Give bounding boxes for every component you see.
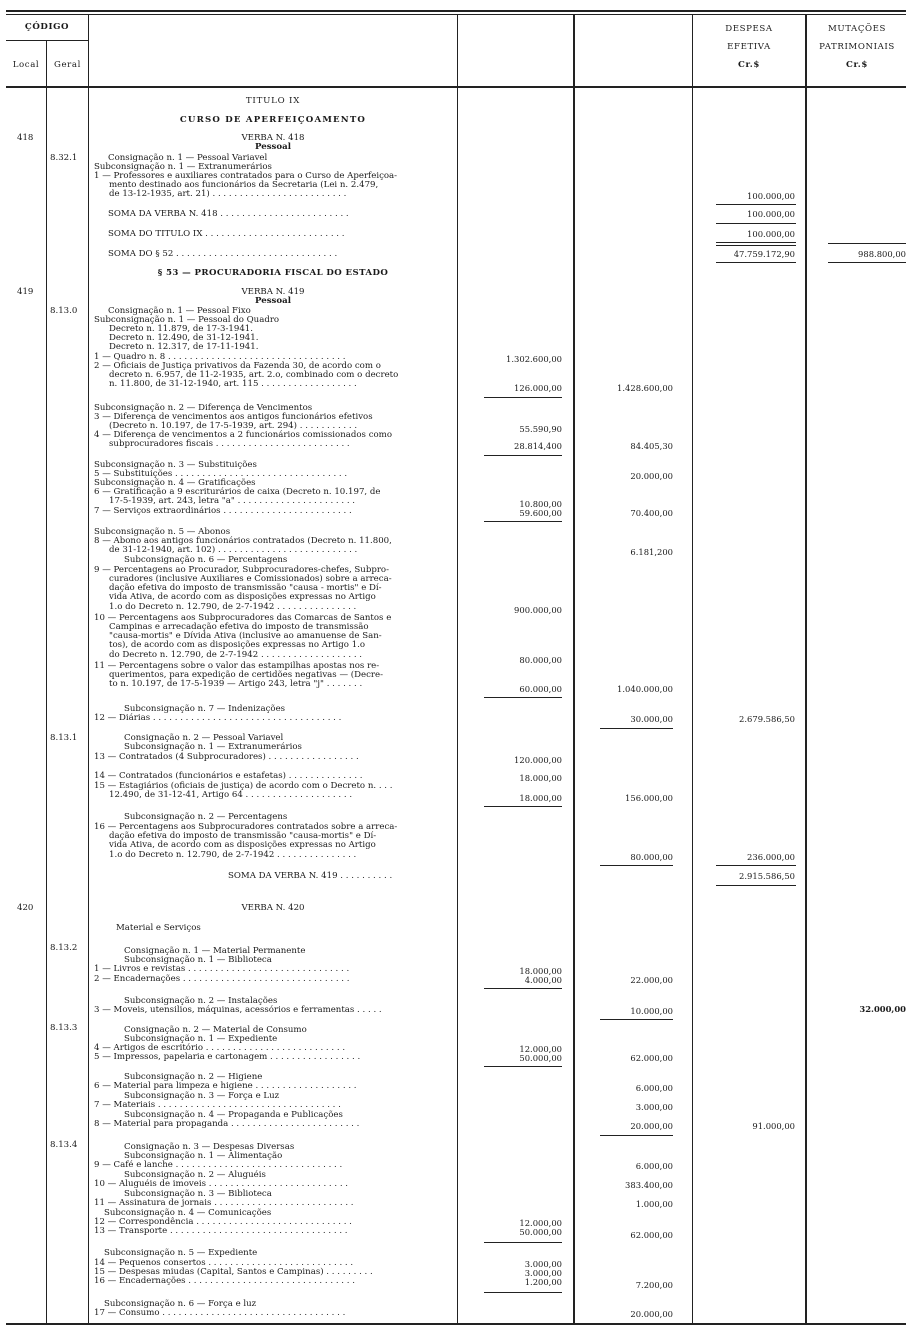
verba-heading: VERBA N. 418 xyxy=(241,133,305,143)
amount: 3.000,00 xyxy=(524,1259,562,1269)
text-line: 1 — Professores e auxiliares contratados para o Curso de Aperfeiçoa- xyxy=(94,171,398,181)
text-line: tos), de acordo com as disposições expressas no Artigo 1.o xyxy=(109,640,366,650)
local-code: 418 xyxy=(17,133,34,143)
geral-code: 8.13.4 xyxy=(50,1140,78,1150)
text-line: Subconsignação n. 2 — Percentagens xyxy=(124,812,288,822)
sum-rule xyxy=(484,521,562,522)
text-line: 16 — Percentagens aos Subprocuradores contratados sobre a arreca- xyxy=(94,822,398,832)
text-line: Subconsignação n. 6 — Percentagens xyxy=(124,555,288,565)
text-line: 16 — Encadernações . . . . . . . . . . . . . . . . . . . . . . . . . . . . . . . xyxy=(94,1276,355,1286)
amount: 50.000,00 xyxy=(519,1053,562,1063)
sum-rule xyxy=(600,1135,673,1136)
amount: 6.181,200 xyxy=(630,547,673,557)
text-line: Subconsignação n. 6 — Força e luz xyxy=(104,1299,257,1309)
bottom-rule xyxy=(6,1323,906,1325)
amount: 12.000,00 xyxy=(519,1044,562,1054)
text-line: de 31-12-1940, art. 102) . . . . . . . . . . . . . . . . . . . . . . . . . . xyxy=(109,545,358,555)
local-code: 419 xyxy=(17,287,34,297)
amount: 59.600,00 xyxy=(519,508,562,518)
text-line: 17-5-1939, art. 243, letra "a" . . . . . . . . . . . . . . . . . . . . . . xyxy=(109,496,356,506)
codigo-header: ÇÓDIGO xyxy=(24,22,70,32)
text-line: 3 — Diferença de vencimentos aos antigos funcionários efetivos xyxy=(94,412,373,422)
col-sep-6 xyxy=(805,14,807,1323)
amount: 70.400,00 xyxy=(630,508,673,518)
text-line: 12.490, de 31-12-41, Artigo 64 . . . . . . . . . . . . . . . . . . . . xyxy=(109,790,353,800)
sum-rule xyxy=(716,223,796,224)
text-line: 8 — Material para propaganda . . . . . . . . . . . . . . . . . . . . . . . . xyxy=(94,1119,360,1129)
geral-code: 8.32.1 xyxy=(50,153,78,163)
text-line: 1 — Livros e revistas . . . . . . . . . . . . . . . . . . . . . . . . . . . . . . xyxy=(94,964,350,974)
verba-category: Pessoal xyxy=(255,296,291,306)
mutacoes-header-2: PATRIMONIAIS xyxy=(819,42,895,52)
sum-rule xyxy=(484,988,562,989)
sum-rule xyxy=(828,262,906,263)
amount: 80.000,00 xyxy=(519,655,562,665)
amount: 20.000,00 xyxy=(630,1121,673,1131)
geral-code: 8.13.2 xyxy=(50,943,78,953)
amount: 18.000,00 xyxy=(519,966,562,976)
text-line: Consignação n. 3 — Despesas Diversas xyxy=(124,1142,295,1152)
amount: 18.000,00 xyxy=(519,773,562,783)
amount: 55.590,90 xyxy=(519,424,562,434)
local-header: Local xyxy=(12,60,40,70)
amount: 10.800,00 xyxy=(519,499,562,509)
sum-rule xyxy=(828,243,906,244)
amount: 28.814,400 xyxy=(514,441,562,451)
text-line: curadores (inclusive Auxiliares e Comissionados) sobre a arreca- xyxy=(109,574,392,584)
despesa-header-1: DESPESA xyxy=(725,24,773,34)
sum-rule xyxy=(716,885,796,886)
amount: 22.000,00 xyxy=(630,975,673,985)
text-line: "causa-mortis" e Dívida Ativa (inclusive ao amanuense de San- xyxy=(109,631,382,641)
sum-line: SOMA DO § 52 . . . . . . . . . . . . . . . . . . . . . . . . . . . . . . xyxy=(108,249,338,259)
amount: 126.000,00 xyxy=(514,383,562,393)
amount: 100.000,00 xyxy=(747,191,795,201)
col-sep-1 xyxy=(46,40,47,1323)
text-line: Subconsignação n. 5 — Expediente xyxy=(104,1248,258,1258)
text-line: 10 — Percentagens aos Subprocuradores das Comarcas de Santos e xyxy=(94,613,392,623)
amount: 100.000,00 xyxy=(747,229,795,239)
text-line: 9 — Percentagens ao Procurador, Subprocuradores-chefes, Subpro- xyxy=(94,565,390,575)
text-line: 4 — Diferença de vencimentos a 2 funcionários comissionados como xyxy=(94,430,393,440)
geral-code: 8.13.1 xyxy=(50,733,78,743)
text-line: 15 — Estagiários (oficiais de justiça) de acordo com o Decreto n. . . . xyxy=(94,781,393,791)
text-line: to n. 10.197, de 17-5-1939 — Artigo 243, letra "j" . . . . . . . xyxy=(109,679,363,689)
amount: 4.000,00 xyxy=(524,975,562,985)
sum-rule xyxy=(484,455,562,456)
text-line: 1 — Quadro n. 8 . . . . . . . . . . . . . . . . . . . . . . . . . . . . . . . . . xyxy=(94,352,346,362)
amount: 7.200,00 xyxy=(635,1280,673,1290)
text-line: Subconsignação n. 1 — Expediente xyxy=(124,1034,278,1044)
text-line: Subconsignação n. 4 — Gratificações xyxy=(94,478,256,488)
amount: 47.759.172,90 xyxy=(733,249,795,259)
text-line: 11 — Percentagens sobre o valor das estampilhas apostas nos re- xyxy=(94,661,380,671)
text-line: Campinas e arrecadação efetiva do imposto de transmissão xyxy=(109,622,369,632)
text-line: Subconsignação n. 3 — Força e Luz xyxy=(124,1091,280,1101)
text-line: Subconsignação n. 2 — Aluguéis xyxy=(124,1170,266,1180)
text-line: Subconsignação n. 1 — Alimentação xyxy=(124,1151,283,1161)
text-line: querimentos, para expedição de certidões negativas — (Decre- xyxy=(109,670,384,680)
text-line: 1.o do Decreto n. 12.790, de 2-7-1942 . . . . . . . . . . . . . . . xyxy=(109,850,357,860)
text-line: vida Ativa, de acordo com as disposições expressas no Artigo xyxy=(109,840,376,850)
header-bottom-rule xyxy=(6,86,906,88)
text-line: 1.o do Decreto n. 12.790, de 2-7-1942 . . . . . . . . . . . . . . . xyxy=(109,602,357,612)
amount: 10.000,00 xyxy=(630,1006,673,1016)
text-line: Decreto n. 12.317, de 17-11-1941. xyxy=(109,342,259,352)
section-title: TITULO IX xyxy=(245,96,301,106)
amount: 20.000,00 xyxy=(630,1309,673,1319)
top-rule-2 xyxy=(6,14,906,15)
text-line: dação efetiva do imposto de transmissão "causa-mortis" e Dí- xyxy=(109,831,377,841)
amount: 100.000,00 xyxy=(747,209,795,219)
amount: 2.915.586,50 xyxy=(739,871,795,881)
amount: 900.000,00 xyxy=(514,605,562,615)
amount: 156.000,00 xyxy=(625,793,673,803)
verba-heading: VERBA N. 420 xyxy=(241,903,305,913)
text-line: Subconsignação n. 2 — Diferença de Vencimentos xyxy=(94,403,313,413)
col-sep-2 xyxy=(88,14,89,1323)
sum-rule xyxy=(716,204,796,205)
amount: 91.000,00 xyxy=(752,1121,795,1131)
amount: 120.000,00 xyxy=(514,755,562,765)
text-line: Subconsignação n. 1 — Pessoal do Quadro xyxy=(94,315,280,325)
text-line: dação efetiva do imposto de transmissão "causa - mortis" e Dí- xyxy=(109,583,382,593)
text-line: Consignação n. 2 — Pessoal Variavel xyxy=(124,733,284,743)
text-line: Subconsignação n. 7 — Indenizações xyxy=(124,704,286,714)
text-line: 11 — Assinatura de jornais . . . . . . . . . . . . . . . . . . . . . . . . . . xyxy=(94,1198,354,1208)
sum-rule xyxy=(600,1019,673,1020)
text-line: 2 — Encadernações . . . . . . . . . . . . . . . . . . . . . . . . . . . . . . . xyxy=(94,974,350,984)
mutacoes-header-3: Cr.$ xyxy=(846,60,868,70)
amount: 6.000,00 xyxy=(635,1083,673,1093)
amount: 62.000,00 xyxy=(630,1230,673,1240)
geral-header: Geral xyxy=(54,60,81,70)
text-line: decreto n. 6.957, de 11-2-1935, art. 2.o, combinado com o decreto xyxy=(109,370,399,380)
text-line: Decreto n. 12.490, de 31-12-1941. xyxy=(109,333,259,343)
text-line: 14 — Contratados (funcionários e estafetas) . . . . . . . . . . . . . . xyxy=(94,771,363,781)
text-line: 12 — Correspondência . . . . . . . . . . . . . . . . . . . . . . . . . . . . . xyxy=(94,1217,352,1227)
sum-line: SOMA DA VERBA N. 419 . . . . . . . . . . xyxy=(228,871,393,881)
despesa-header-3: Cr.$ xyxy=(738,60,760,70)
sum-rule xyxy=(484,806,562,807)
sum-rule xyxy=(600,728,673,729)
text-line: 5 — Impressos, papelaria e cartonagem . . . . . . . . . . . . . . . . . xyxy=(94,1052,361,1062)
text-line: Consignação n. 1 — Material Permanente xyxy=(124,946,306,956)
text-line: 14 — Pequenos consertos . . . . . . . . . . . . . . . . . . . . . . . . . . . xyxy=(94,1258,354,1268)
amount: 988.800,00 xyxy=(858,249,906,259)
text-line: Subconsignação n. 1 — Extranumerários xyxy=(124,742,302,752)
amount: 1.000,00 xyxy=(635,1199,673,1209)
amount: 383.400,00 xyxy=(625,1180,673,1190)
text-line: 13 — Transporte . . . . . . . . . . . . . . . . . . . . . . . . . . . . . . . . . xyxy=(94,1226,348,1236)
amount: 6.000,00 xyxy=(635,1161,673,1171)
text-line: Subconsignação n. 2 — Higiene xyxy=(124,1072,263,1082)
text-line: Subconsignação n. 1 — Biblioteca xyxy=(124,955,272,965)
text-line: Subconsignação n. 2 — Instalações xyxy=(124,996,278,1006)
mutacoes-header-1: MUTAÇÕES xyxy=(827,24,887,34)
geral-code: 8.13.0 xyxy=(50,306,78,316)
text-line: Consignação n. 2 — Material de Consumo xyxy=(124,1025,307,1035)
text-line: n. 11.800, de 31-12-1940, art. 115 . . . . . . . . . . . . . . . . . . xyxy=(109,379,357,389)
amount: 80.000,00 xyxy=(630,852,673,862)
text-line: de 13-12-1935, art. 21) . . . . . . . . . . . . . . . . . . . . . . . . . xyxy=(109,189,347,199)
text-line: 13 — Contratados (4 Subprocuradores) . . . . . . . . . . . . . . . . . xyxy=(94,752,359,762)
sum-line: SOMA DO TITULO IX . . . . . . . . . . . . . . . . . . . . . . . . . . xyxy=(108,229,345,239)
text-line: Consignação n. 1 — Pessoal Fixo xyxy=(108,306,251,316)
text-line: 6 — Material para limpeza e higiene . . . . . . . . . . . . . . . . . . . xyxy=(94,1081,357,1091)
text-line: Subconsignação n. 4 — Propaganda e Publicações xyxy=(124,1110,343,1120)
section-subtitle: CURSO DE APERFEIÇOAMENTO xyxy=(179,115,367,125)
text-line: vida Ativa, de acordo com as disposições expressas no Artigo xyxy=(109,592,376,602)
sum-rule xyxy=(716,865,796,866)
text-line: Subconsignação n. 5 — Abonos xyxy=(94,527,231,537)
text-line: 3 — Moveis, utensilios, máquinas, acessórios e ferramentas . . . . . xyxy=(94,1005,382,1015)
sum-rule xyxy=(484,1242,562,1243)
text-line: Subconsignação n. 1 — Extranumerários xyxy=(94,162,272,172)
verba-heading: VERBA N. 419 xyxy=(241,287,305,297)
sum-rule xyxy=(484,397,562,398)
amount: 32.000,00 xyxy=(859,1004,906,1014)
text-line: 2 — Oficiais de Justiça privativos da Fazenda 30, de acordo com o xyxy=(94,361,381,371)
text-line: Decreto n. 11.879, de 17-3-1941. xyxy=(109,324,254,334)
codigo-underline xyxy=(6,40,88,41)
text-line: Subconsignação n. 3 — Substituições xyxy=(94,460,257,470)
col-sep-3 xyxy=(457,14,458,1323)
top-rule xyxy=(6,10,906,12)
verba-category: Pessoal xyxy=(255,142,291,152)
amount: 2.679.586,50 xyxy=(739,714,795,724)
despesa-header-2: EFETIVA xyxy=(727,42,771,52)
amount: 84.405,30 xyxy=(630,441,673,451)
text-line: Subconsignação n. 4 — Comunicações xyxy=(104,1208,272,1218)
text-line: 7 — Serviços extraordinários . . . . . . . . . . . . . . . . . . . . . . . . xyxy=(94,506,352,516)
text-line: Consignação n. 1 — Pessoal Variavel xyxy=(108,153,268,163)
sum-rule xyxy=(716,262,796,263)
sum-rule xyxy=(484,697,562,698)
sum-rule xyxy=(716,245,796,246)
text-line: 6 — Gratificação a 9 escriturários de caixa (Decreto n. 10.197, de xyxy=(94,487,381,497)
text-line: 5 — Substituições . . . . . . . . . . . . . . . . . . . . . . . . . . . . . . . . xyxy=(94,469,348,479)
text-line: 12 — Diárias . . . . . . . . . . . . . . . . . . . . . . . . . . . . . . . . . . . xyxy=(94,713,342,723)
amount: 60.000,00 xyxy=(519,684,562,694)
sum-line: SOMA DA VERBA N. 418 . . . . . . . . . . . . . . . . . . . . . . . . xyxy=(108,209,349,219)
text-line: subprocuradores fiscais . . . . . . . . . . . . . . . . . . . . . . . . . xyxy=(109,439,350,449)
text-line: 15 — Despesas miudas (Capital, Santos e Campinas) . . . . . . . . . xyxy=(94,1267,373,1277)
amount: 1.428.600,00 xyxy=(617,383,673,393)
text-line: 8 — Abono aos antigos funcionários contratados (Decreto n. 11.800, xyxy=(94,536,392,546)
sum-rule xyxy=(484,1292,562,1293)
amount: 30.000,00 xyxy=(630,714,673,724)
amount: 1.200,00 xyxy=(524,1277,562,1287)
amount: 3.000,00 xyxy=(635,1102,673,1112)
sum-rule xyxy=(600,865,673,866)
text-line: 17 — Consumo . . . . . . . . . . . . . . . . . . . . . . . . . . . . . . . . . . xyxy=(94,1308,346,1318)
text-line: 10 — Aluguéis de imoveis . . . . . . . . . . . . . . . . . . . . . . . . . . xyxy=(94,1179,349,1189)
amount: 12.000,00 xyxy=(519,1218,562,1228)
geral-code: 8.13.3 xyxy=(50,1023,78,1033)
text-line: 4 — Artigos de escritório . . . . . . . . . . . . . . . . . . . . . . . . . . xyxy=(94,1043,346,1053)
text-line: Subconsignação n. 3 — Biblioteca xyxy=(124,1189,272,1199)
amount: 20.000,00 xyxy=(630,471,673,481)
amount: 62.000,00 xyxy=(630,1053,673,1063)
amount: 1.302.600,00 xyxy=(506,354,562,364)
text-line: 9 — Café e lanche . . . . . . . . . . . . . . . . . . . . . . . . . . . . . . . xyxy=(94,1160,343,1170)
text-line: mento destinado aos funcionários da Secretaria (Lei n. 2.479, xyxy=(109,180,379,190)
sum-rule xyxy=(484,1066,562,1067)
sum-rule xyxy=(716,242,796,243)
amount: 236.000,00 xyxy=(747,852,795,862)
amount: 18.000,00 xyxy=(519,793,562,803)
text-line: (Decreto n. 10.197, de 17-5-1939, art. 294) . . . . . . . . . . . xyxy=(109,421,358,431)
text-line: 7 — Materiais . . . . . . . . . . . . . . . . . . . . . . . . . . . . . . . . . . xyxy=(94,1100,341,1110)
section-heading: § 53 — PROCURADORIA FISCAL DO ESTADO xyxy=(157,268,389,278)
text-line: do Decreto n. 12.790, de 2-7-1942 . . . . . . . . . . . . . . . . . . . xyxy=(109,650,363,660)
verba-category: Material e Serviços xyxy=(116,923,201,933)
amount: 3.000,00 xyxy=(524,1268,562,1278)
amount: 1.040.000,00 xyxy=(617,684,673,694)
local-code: 420 xyxy=(17,903,34,913)
amount: 50.000,00 xyxy=(519,1227,562,1237)
